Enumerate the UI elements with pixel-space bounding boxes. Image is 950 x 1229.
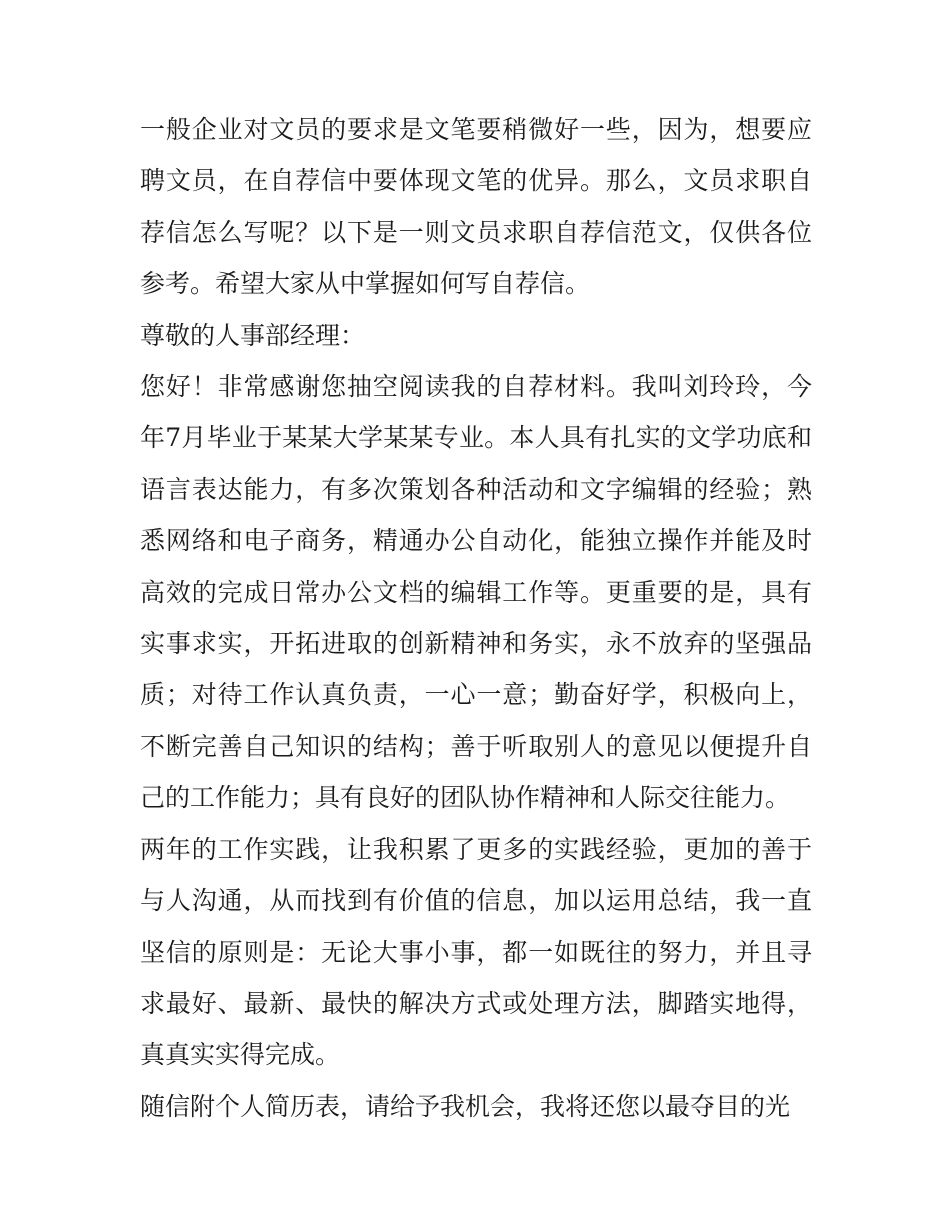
intro-paragraph: 一般企业对文员的要求是文笔要稍微好一些，因为，想要应聘文员，在自荐信中要体现文笔的优异。那么，文员求职自荐信怎么写呢？以下是一则文员求职自荐信范文，仅供各位参考。希望大家从中掌握如何写自荐信。 <box>140 115 812 299</box>
body-paragraph-experience: 两年的工作实践，让我积累了更多的实践经验，更加的善于与人沟通，从而找到有价值的信息，加以运用总结，我一直坚信的原则是：无论大事小事，都一如既往的努力，并且寻求最好、最新、最快的解决方式或处理方法，脚踏实地得，真真实实得完成。 <box>140 834 812 1070</box>
closing-paragraph: 随信附个人简历表，请给予我机会，我将还您以最夺目的光 <box>140 1091 791 1121</box>
document-body <box>140 104 812 1132</box>
salutation: 尊敬的人事部经理： <box>140 320 366 350</box>
body-paragraph-introduction: 您好！非常感谢您抽空阅读我的自荐材料。我叫刘玲玲，今年7月毕业于某某大学某某专业。本人具有扎实的文学功底和语言表达能力，有多次策划各种活动和文字编辑的经验；熟悉网络和电子商务，精通办公自动化，能独立操作并能及时高效的完成日常办公文档的编辑工作等。更重要的是，具有实事求实，开拓进取的创新精神和务实，永不放弃的坚强品质；对待工作认真负责，一心一意；勤奋好学，积极向上，不断完善自己知识的结构；善于听取别人的意见以便提升自己的工作能力；具有良好的团队协作精神和人际交往能力。 <box>140 372 812 813</box>
